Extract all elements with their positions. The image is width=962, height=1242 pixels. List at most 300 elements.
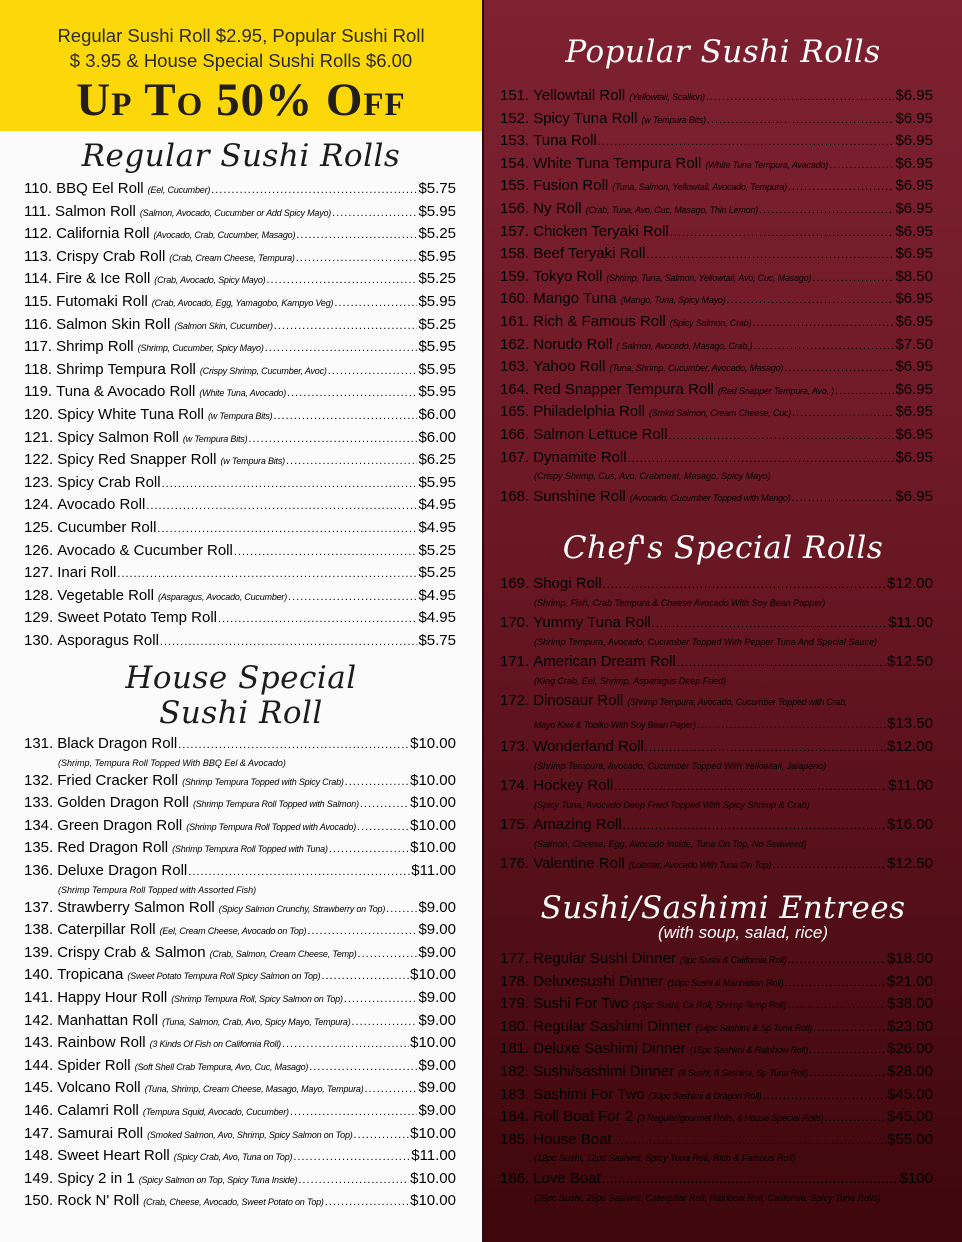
dot-leader bbox=[157, 523, 417, 535]
item-number: 173. bbox=[500, 738, 530, 755]
item-price: $9.00 bbox=[418, 1056, 456, 1074]
menu-item bbox=[24, 203, 456, 226]
menu-item bbox=[24, 429, 456, 452]
item-description: (Tuna, Shrimp, Cucumber, Avocado, Masago) bbox=[609, 363, 784, 374]
dot-leader bbox=[628, 453, 895, 465]
item-description: (Tuna, Salmon, Yellowtail, Avocado, Tempura) bbox=[612, 182, 787, 193]
menu-item bbox=[24, 225, 456, 248]
item-name: Sunshine Roll bbox=[533, 488, 626, 506]
dot-leader bbox=[788, 181, 895, 193]
item-number: 177. bbox=[500, 950, 530, 967]
dot-leader bbox=[646, 249, 894, 261]
item-price: $6.95 bbox=[895, 488, 933, 506]
menu-item bbox=[24, 862, 456, 885]
dot-leader bbox=[358, 948, 418, 960]
dot-leader bbox=[645, 742, 886, 754]
item-number: 147. bbox=[24, 1124, 54, 1142]
item-price: $10.00 bbox=[410, 1034, 456, 1052]
dot-leader bbox=[296, 229, 417, 241]
item-number: 159. bbox=[500, 267, 530, 285]
item-name: Caterpillar Roll bbox=[57, 921, 156, 939]
menu-item bbox=[24, 989, 456, 1012]
item-description: (15pc Sashimi & Rainbow Roll) bbox=[689, 1045, 809, 1056]
dot-leader bbox=[788, 954, 887, 966]
item-name: Sashimi For Two bbox=[533, 1085, 645, 1103]
menu-item bbox=[500, 855, 933, 878]
item-subdescription: (King Crab, Eel, Shrimp, Asparagus Deep Fried) bbox=[534, 676, 727, 686]
item-price: $5.95 bbox=[418, 360, 456, 378]
menu-item bbox=[500, 1018, 933, 1041]
item-name: Happy Hour Roll bbox=[57, 988, 168, 1006]
item-number: 157. bbox=[500, 222, 530, 240]
item-subdescription: (12pc Sushi, 12pc Sashimi, Spicy Tuna Roll, Rich & Famous Roll) bbox=[534, 1153, 796, 1164]
item-subdescription: (Salmon, Cheese, Egg, Avocado Inside, Tuna On Top, No Seaweed) bbox=[534, 839, 807, 849]
menu-item bbox=[24, 1034, 456, 1057]
item-number: 172. bbox=[500, 692, 530, 709]
item-description: (Shrimp Tempura Roll Topped with Tuna) bbox=[172, 844, 328, 855]
item-price: $6.95 bbox=[895, 87, 933, 104]
item-price: $9.00 bbox=[418, 1011, 456, 1029]
item-number: 158. bbox=[500, 245, 530, 263]
item-number: 150. bbox=[24, 1192, 54, 1210]
item-description: (Avocado, Cucumber Topped with Mango) bbox=[629, 493, 791, 504]
popular-rolls-list bbox=[500, 87, 933, 511]
item-description: (14pc Sashimi & Sp Tuna Roll) bbox=[695, 1022, 813, 1033]
menu-item bbox=[24, 270, 456, 293]
item-price: $6.95 bbox=[895, 109, 933, 127]
item-name: Fusion Roll bbox=[533, 177, 609, 195]
item-name: Sushi For Two bbox=[533, 995, 629, 1013]
item-number: 119. bbox=[24, 383, 53, 401]
item-description: (Sweet Potato Tempura Roll Spicy Salmon on Top) bbox=[127, 971, 321, 982]
menu-item bbox=[500, 1170, 933, 1193]
dot-leader bbox=[360, 798, 409, 810]
item-description: Mayo Kiwi & Tobiko With Soy Bean Paper) bbox=[534, 720, 696, 730]
menu-item bbox=[24, 817, 456, 840]
item-number: 180. bbox=[500, 1017, 530, 1035]
item-name: Deluxe Sashimi Dinner bbox=[533, 1040, 686, 1058]
item-number: 142. bbox=[24, 1011, 54, 1029]
dot-leader bbox=[178, 739, 409, 751]
item-description: (Red Snapper Tempura, Avo, ) bbox=[717, 385, 835, 396]
item-number: 176. bbox=[500, 855, 530, 872]
item-price: $4.95 bbox=[418, 496, 456, 514]
item-name: Shrimp Tempura Roll bbox=[56, 360, 196, 378]
item-name: Regular Sashimi Dinner bbox=[533, 1017, 692, 1035]
item-number: 146. bbox=[24, 1101, 54, 1119]
item-price: $9.00 bbox=[418, 1079, 456, 1097]
menu-item bbox=[500, 268, 933, 291]
item-description: (Spicy Salmon, Crab) bbox=[669, 317, 752, 328]
menu-item bbox=[500, 692, 933, 715]
item-number: 129. bbox=[24, 609, 54, 627]
item-subdescription: (Shrimp Tempura, Avocado, Cucumber Topped With Pepper Tuna And Special Sauce) bbox=[534, 637, 877, 647]
item-price: $12.00 bbox=[887, 575, 933, 592]
item-price: $28.00 bbox=[887, 1062, 933, 1080]
item-description: (30pc Sashimi & Dragon Roll) bbox=[648, 1090, 762, 1101]
item-price: $18.00 bbox=[887, 950, 933, 967]
item-name: Strawberry Salmon Roll bbox=[57, 898, 215, 916]
dot-leader bbox=[117, 568, 417, 580]
item-description: (White Tuna, Avocado) bbox=[199, 388, 287, 399]
dot-leader bbox=[188, 866, 410, 878]
menu-item bbox=[24, 383, 456, 406]
menu-item bbox=[24, 496, 456, 519]
menu-item bbox=[24, 1102, 456, 1125]
promo-line-1: Regular Sushi Roll $2.95, Popular Sushi Roll bbox=[57, 25, 425, 46]
item-number: 134. bbox=[24, 816, 54, 834]
item-number: 186. bbox=[500, 1170, 530, 1188]
menu-item bbox=[24, 361, 456, 384]
item-number: 127. bbox=[24, 564, 54, 582]
item-name: Sweet Heart Roll bbox=[57, 1147, 170, 1165]
item-number: 168. bbox=[500, 488, 530, 506]
dot-leader bbox=[752, 317, 894, 329]
item-name: Inari Roll bbox=[57, 564, 117, 582]
menu-item bbox=[24, 609, 456, 632]
section-title-entrees: Sushi/Sashimi Entrees bbox=[540, 890, 906, 926]
dot-leader bbox=[386, 903, 417, 915]
menu-item bbox=[24, 1125, 456, 1148]
item-number: 164. bbox=[500, 380, 530, 398]
item-name: Sushi/sashimi Dinner bbox=[533, 1062, 675, 1080]
menu-item bbox=[24, 632, 456, 655]
item-number: 145. bbox=[24, 1079, 54, 1097]
item-number: 131. bbox=[24, 735, 54, 752]
item-name: Crispy Crab Roll bbox=[56, 247, 166, 265]
item-description: (w Tempura Bits) bbox=[182, 433, 248, 444]
item-name: Volcano Roll bbox=[57, 1079, 141, 1097]
menu-item bbox=[500, 1108, 933, 1131]
item-number: 183. bbox=[500, 1085, 530, 1103]
item-description: (Salmon, Avocado, Cucumber or Add Spicy Mayo) bbox=[139, 207, 332, 218]
item-description: (Soft Shell Crab Tempura, Avo, Cuc, Masago) bbox=[134, 1061, 309, 1072]
menu-item bbox=[500, 155, 933, 178]
item-price: $5.95 bbox=[418, 473, 456, 491]
item-price: $11.00 bbox=[888, 777, 933, 794]
item-description: (Crab, Salmon, Cream Cheese, Temp) bbox=[209, 948, 357, 959]
item-name: Yellowtail Roll bbox=[533, 87, 626, 104]
dot-leader bbox=[146, 500, 417, 512]
item-description: (Shrimp Tempura Roll Topped with Avocado) bbox=[186, 821, 356, 832]
item-name: Wonderland Roll bbox=[533, 738, 644, 755]
item-description: (Yellowtail, Scallion) bbox=[629, 92, 705, 102]
menu-item bbox=[24, 293, 456, 316]
item-description: (Eel, Cucumber) bbox=[147, 185, 211, 195]
item-price: $12.50 bbox=[887, 855, 933, 872]
item-name: American Dream Roll bbox=[533, 653, 676, 670]
item-price: $5.75 bbox=[418, 180, 456, 197]
dot-leader bbox=[274, 320, 418, 332]
item-description: (Salmon Skin, Cucumber) bbox=[174, 320, 273, 331]
item-price: $9.00 bbox=[418, 898, 456, 916]
item-number: 138. bbox=[24, 921, 54, 939]
item-description: (w Tempura Bits) bbox=[207, 410, 273, 421]
item-name: Shogi Roll bbox=[533, 575, 602, 592]
dot-leader bbox=[266, 274, 417, 286]
item-number: 123. bbox=[24, 473, 54, 491]
item-price: $5.25 bbox=[418, 564, 456, 582]
dot-leader bbox=[623, 820, 887, 832]
house-special-list bbox=[24, 735, 456, 1215]
dot-leader bbox=[248, 433, 417, 445]
item-price: $6.95 bbox=[895, 245, 933, 263]
menu-item bbox=[24, 1012, 456, 1035]
menu-item bbox=[24, 338, 456, 361]
dot-leader bbox=[345, 776, 409, 788]
dot-leader bbox=[286, 455, 417, 467]
item-number: 114. bbox=[24, 270, 53, 288]
dot-leader bbox=[706, 91, 895, 103]
dot-leader bbox=[677, 657, 886, 669]
dot-leader bbox=[332, 207, 417, 219]
item-price: $6.95 bbox=[895, 403, 933, 421]
dot-leader bbox=[784, 362, 894, 374]
dot-leader bbox=[785, 977, 887, 989]
menu-item bbox=[500, 200, 933, 223]
item-name: Calamri Roll bbox=[57, 1101, 139, 1119]
menu-item-continued bbox=[500, 715, 933, 738]
section-title-house-1: House Special bbox=[125, 660, 357, 696]
menu-item bbox=[24, 944, 456, 967]
item-name: Amazing Roll bbox=[533, 816, 622, 833]
item-description: (Avocado, Crab, Cucumber, Masago) bbox=[153, 230, 296, 241]
item-price: $11.00 bbox=[411, 1147, 456, 1165]
item-number: 121. bbox=[24, 428, 54, 446]
item-number: 167. bbox=[500, 448, 530, 466]
item-description: (Smoked Salmon, Avo, Shrimp, Spicy Salmon on Top) bbox=[147, 1129, 353, 1140]
section-title-house-2: Sushi Roll bbox=[159, 695, 323, 731]
dot-leader bbox=[344, 993, 418, 1005]
item-price: $10.00 bbox=[410, 735, 456, 752]
dot-leader bbox=[598, 136, 895, 148]
dot-leader bbox=[293, 1151, 410, 1163]
item-price: $45.00 bbox=[887, 1085, 933, 1103]
item-number: 141. bbox=[24, 988, 54, 1006]
dot-leader bbox=[772, 859, 886, 871]
menu-item bbox=[500, 777, 933, 800]
item-price: $6.95 bbox=[895, 358, 933, 376]
menu-item bbox=[24, 966, 456, 989]
item-name: Love Boat bbox=[533, 1170, 601, 1188]
item-description: (Spicy Crab, Avo, Tuna on Top) bbox=[173, 1152, 293, 1163]
menu-item bbox=[24, 1192, 456, 1215]
item-price: $12.50 bbox=[887, 653, 933, 670]
item-price: $5.95 bbox=[418, 202, 456, 220]
item-description: (Crab, Avocado, Egg, Yamagobo, Kampyo Veg) bbox=[151, 297, 334, 308]
item-name: Rock N' Roll bbox=[57, 1192, 140, 1210]
item-number: 122. bbox=[24, 451, 54, 469]
dot-leader bbox=[809, 1067, 886, 1079]
item-number: 154. bbox=[500, 154, 530, 172]
item-name: Cucumber Roll bbox=[57, 518, 157, 536]
section-title-regular: Regular Sushi Rolls bbox=[81, 138, 401, 174]
dot-leader bbox=[603, 579, 887, 591]
item-subdescription: (Shrimp, Tempura Roll Topped With BBQ Eel & Avocado) bbox=[58, 757, 286, 768]
item-description: (Smkd Salmon, Cream Cheese, Cuc) bbox=[648, 408, 792, 419]
item-price: $5.25 bbox=[418, 541, 456, 559]
dot-leader bbox=[328, 365, 418, 377]
item-number: 171. bbox=[500, 653, 530, 670]
item-price: $100 bbox=[899, 1170, 933, 1188]
item-number: 136. bbox=[24, 861, 54, 879]
dot-leader bbox=[835, 385, 894, 397]
dot-leader bbox=[321, 970, 409, 982]
dot-leader bbox=[296, 252, 418, 264]
item-name: Tuna & Avocado Roll bbox=[56, 383, 196, 401]
item-name: Dinosaur Roll bbox=[533, 692, 624, 709]
item-name: Spicy Crab Roll bbox=[57, 473, 161, 491]
item-name: Ny Roll bbox=[533, 199, 582, 217]
menu-item bbox=[500, 653, 933, 676]
menu-item bbox=[500, 132, 933, 155]
item-price: $5.75 bbox=[418, 631, 456, 649]
menu-item bbox=[24, 519, 456, 542]
item-description: (Shrimp Tempura Topped with Spicy Crab) bbox=[182, 776, 344, 787]
item-price: $10.00 bbox=[410, 816, 456, 834]
item-number: 137. bbox=[24, 898, 54, 916]
dot-leader bbox=[218, 613, 417, 625]
entrees-list bbox=[500, 950, 933, 1210]
menu-item bbox=[500, 1063, 933, 1086]
menu-item bbox=[500, 426, 933, 449]
item-price: $6.95 bbox=[895, 312, 933, 330]
item-name: Spicy Red Snapper Roll bbox=[57, 451, 217, 469]
item-price: $5.25 bbox=[418, 225, 456, 243]
item-description: (Lobster, Avocado With Tuna On Top) bbox=[628, 860, 772, 870]
chefs-special-list bbox=[500, 575, 933, 878]
menu-item bbox=[500, 223, 933, 246]
item-price: $6.95 bbox=[895, 132, 933, 150]
item-number: 116. bbox=[24, 315, 53, 333]
dot-leader bbox=[613, 1135, 887, 1147]
item-number: 140. bbox=[24, 966, 54, 984]
menu-item bbox=[24, 839, 456, 862]
regular-rolls-list bbox=[24, 180, 456, 654]
dot-leader bbox=[727, 294, 895, 306]
item-name: Sweet Potato Temp Roll bbox=[57, 609, 218, 627]
dot-leader bbox=[792, 407, 894, 419]
menu-item bbox=[24, 1147, 456, 1170]
item-name: Samurai Roll bbox=[57, 1124, 144, 1142]
item-name: Salmon Roll bbox=[54, 202, 136, 220]
item-name: Red Dragon Roll bbox=[57, 839, 169, 857]
menu-item bbox=[24, 1079, 456, 1102]
item-number: 161. bbox=[500, 312, 530, 330]
item-name: White Tuna Tempura Roll bbox=[533, 154, 702, 172]
item-number: 139. bbox=[24, 943, 54, 961]
item-price: $6.95 bbox=[895, 290, 933, 308]
item-number: 125. bbox=[24, 518, 54, 536]
item-price: $9.00 bbox=[418, 943, 456, 961]
item-subdescription: (Shrimp, Fish, Crab Tempura & Cheese Avocado With Soy Bean Papper) bbox=[534, 598, 826, 608]
menu-item bbox=[500, 738, 933, 761]
item-number: 178. bbox=[500, 972, 530, 990]
item-price: $6.95 bbox=[895, 177, 933, 195]
item-name: Shrimp Roll bbox=[56, 338, 134, 356]
item-name: Roll Boat For 2 bbox=[533, 1108, 634, 1126]
dot-leader bbox=[602, 1174, 899, 1186]
item-name: Spicy Tuna Roll bbox=[533, 109, 638, 127]
item-price: $10.00 bbox=[410, 1192, 456, 1210]
item-description: (w Tempura Bits) bbox=[641, 114, 706, 125]
item-number: 170. bbox=[500, 614, 530, 631]
item-price: $11.00 bbox=[888, 614, 933, 631]
item-description: (8 Sushi, 8 Sashimi, Sp Tuna Roll) bbox=[678, 1067, 809, 1078]
item-number: 163. bbox=[500, 358, 530, 376]
item-number: 124. bbox=[24, 496, 54, 514]
item-number: 156. bbox=[500, 199, 530, 217]
item-price: $6.95 bbox=[895, 154, 933, 172]
item-subdescription: (Spicy Tuna, Avocado Deep Fried Topped With Spicy Shrimp & Crab) bbox=[534, 800, 810, 810]
item-price: $10.00 bbox=[410, 1124, 456, 1142]
dot-leader bbox=[809, 1044, 886, 1056]
item-name: Rich & Famous Roll bbox=[533, 312, 666, 330]
menu-item bbox=[500, 403, 933, 426]
dot-leader bbox=[325, 1196, 409, 1208]
item-price: $38.00 bbox=[887, 995, 933, 1013]
item-description: (Crab, Cream Cheese, Tempura) bbox=[169, 252, 295, 263]
menu-item bbox=[500, 1131, 933, 1154]
menu-item bbox=[500, 973, 933, 996]
item-price: $5.95 bbox=[418, 338, 456, 356]
dot-leader bbox=[652, 618, 887, 630]
menu-item bbox=[500, 449, 933, 472]
item-number: 181. bbox=[500, 1040, 530, 1058]
dot-leader bbox=[160, 636, 418, 648]
item-description: (Shrimp Tempura Roll, Spicy Salmon on Top) bbox=[171, 993, 343, 1004]
item-name: BBQ Eel Roll bbox=[56, 180, 144, 197]
item-description: (Eel, Cream Cheese, Avocado on Top) bbox=[159, 926, 307, 937]
item-number: 130. bbox=[24, 631, 54, 649]
item-price: $5.95 bbox=[418, 247, 456, 265]
item-price: $8.50 bbox=[895, 267, 933, 285]
menu-item bbox=[500, 488, 933, 511]
item-name: Crispy Crab & Salmon bbox=[57, 943, 206, 961]
item-description: (3 Regular/gourmet Rolls, 4 House Special Rolls) bbox=[637, 1113, 824, 1124]
dot-leader bbox=[309, 1061, 417, 1073]
item-price: $7.50 bbox=[895, 335, 933, 353]
item-number: 113. bbox=[24, 247, 53, 265]
item-number: 126. bbox=[24, 541, 54, 559]
promo-banner bbox=[0, 0, 482, 131]
item-number: 143. bbox=[24, 1034, 54, 1052]
section-title-popular: Popular Sushi Rolls bbox=[565, 34, 881, 70]
item-price: $9.00 bbox=[418, 921, 456, 939]
item-description: (Spicy Salmon Crunchy, Strawberry on Top) bbox=[218, 903, 386, 914]
item-number: 179. bbox=[500, 995, 530, 1013]
item-description: (Tuna, Shrimp, Cream Cheese, Masago, Mayo, Tempura) bbox=[144, 1084, 364, 1095]
dot-leader bbox=[334, 297, 417, 309]
menu-item bbox=[24, 406, 456, 429]
menu-item bbox=[24, 899, 456, 922]
menu-item bbox=[24, 735, 456, 758]
item-name: Norudo Roll bbox=[533, 335, 613, 353]
item-price: $9.00 bbox=[418, 1101, 456, 1119]
menu-item bbox=[500, 87, 933, 110]
dot-leader bbox=[307, 925, 417, 937]
item-price: $6.95 bbox=[895, 199, 933, 217]
item-description: (Shrimp Tempura, Avocado, Cucumber Topped with Crab, bbox=[627, 697, 848, 707]
item-description: (3 Kinds Of Fish on California Roll) bbox=[149, 1039, 281, 1050]
menu-item bbox=[500, 110, 933, 133]
item-name: Rainbow Roll bbox=[57, 1034, 146, 1052]
item-description: (Tempura Squid, Avocado, Cucumber) bbox=[142, 1106, 289, 1117]
item-description: (Shrimp Tempura Roll Topped with Salmon) bbox=[192, 799, 359, 810]
dot-leader bbox=[329, 843, 409, 855]
item-name: Spider Roll bbox=[57, 1056, 131, 1074]
menu-item bbox=[500, 614, 933, 637]
